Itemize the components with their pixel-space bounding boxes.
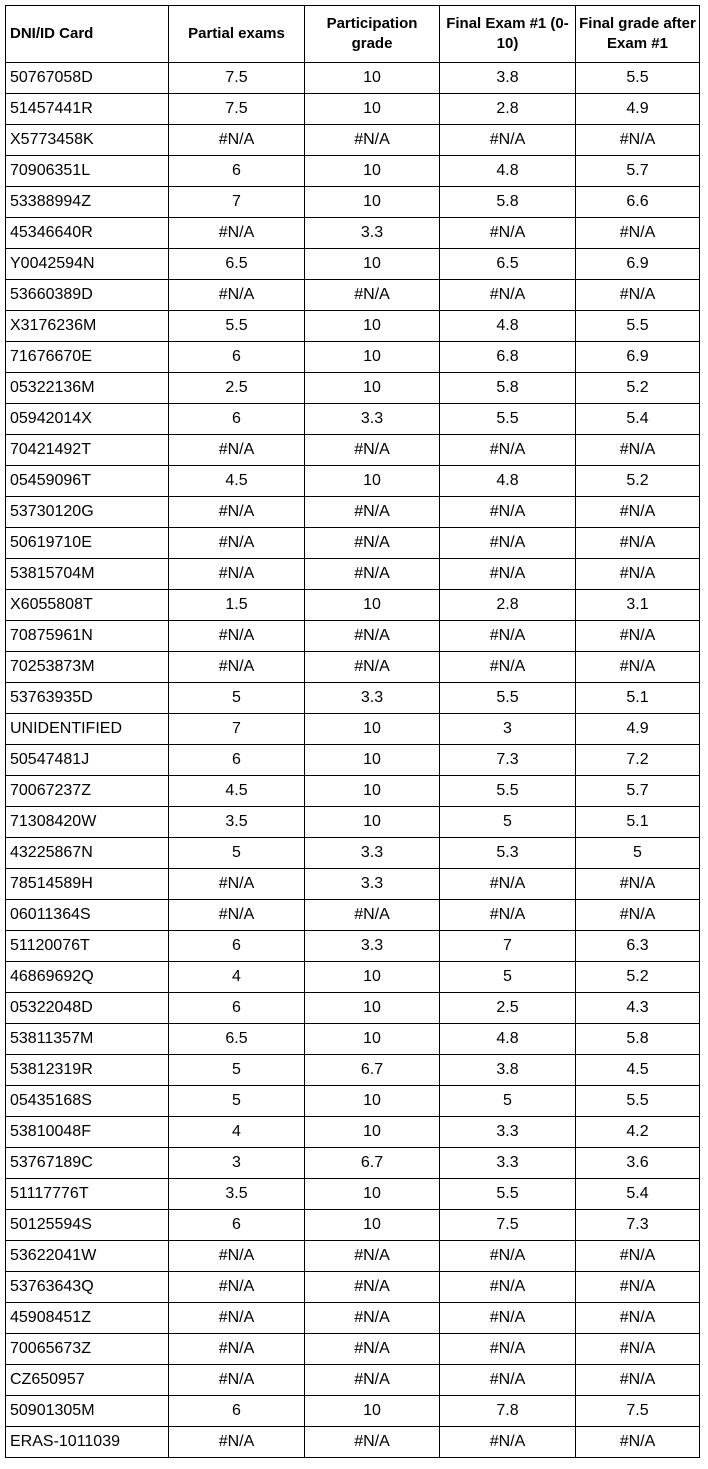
final-grade-cell: 6.3 — [576, 931, 700, 962]
participation-grade-cell: 10 — [305, 1396, 440, 1427]
final-exam-cell: #N/A — [440, 528, 576, 559]
final-exam-cell: 3 — [440, 714, 576, 745]
final-grade-cell: #N/A — [576, 1303, 700, 1334]
final-exam-cell: #N/A — [440, 1334, 576, 1365]
final-exam-cell: 2.5 — [440, 993, 576, 1024]
participation-grade-cell: 10 — [305, 1117, 440, 1148]
partial-exams-cell: 3.5 — [169, 1179, 305, 1210]
final-exam-cell: 4.8 — [440, 466, 576, 497]
partial-exams-cell: #N/A — [169, 125, 305, 156]
partial-exams-cell: 6.5 — [169, 249, 305, 280]
id-card-cell: 50547481J — [6, 745, 169, 776]
table-row — [6, 466, 700, 497]
partial-exams-cell: #N/A — [169, 218, 305, 249]
final-grade-cell: #N/A — [576, 528, 700, 559]
table-row — [6, 962, 700, 993]
participation-grade-cell: 10 — [305, 342, 440, 373]
id-card-cell: 45908451Z — [6, 1303, 169, 1334]
table-row — [6, 1024, 700, 1055]
partial-exams-cell: 3 — [169, 1148, 305, 1179]
partial-exams-cell: 6.5 — [169, 1024, 305, 1055]
id-card-cell: 70421492T — [6, 435, 169, 466]
final-grade-cell: 5.7 — [576, 776, 700, 807]
participation-grade-cell: 10 — [305, 1179, 440, 1210]
table-row — [6, 807, 700, 838]
final-exam-cell: 4.8 — [440, 311, 576, 342]
partial-exams-cell: 6 — [169, 931, 305, 962]
header-final-exam-1-label: Final Exam #1 (0-10) — [446, 15, 569, 52]
table-row — [6, 1396, 700, 1427]
participation-grade-cell: #N/A — [305, 1272, 440, 1303]
partial-exams-cell: 6 — [169, 1210, 305, 1241]
participation-grade-cell: 3.3 — [305, 931, 440, 962]
partial-exams-cell: #N/A — [169, 497, 305, 528]
partial-exams-cell: #N/A — [169, 1427, 305, 1458]
participation-grade-cell: 10 — [305, 94, 440, 125]
final-grade-cell: 6.9 — [576, 342, 700, 373]
header-final-grade-label: Final grade after Exam #1 — [579, 15, 696, 52]
partial-exams-cell: #N/A — [169, 621, 305, 652]
id-card-cell: 53811357M — [6, 1024, 169, 1055]
final-grade-cell: 6.9 — [576, 249, 700, 280]
id-card-cell: 70067237Z — [6, 776, 169, 807]
participation-grade-cell: 10 — [305, 1086, 440, 1117]
participation-grade-cell: 10 — [305, 590, 440, 621]
partial-exams-cell: 6 — [169, 993, 305, 1024]
final-exam-cell: #N/A — [440, 280, 576, 311]
final-exam-cell: 6.5 — [440, 249, 576, 280]
participation-grade-cell: 3.3 — [305, 838, 440, 869]
table-row — [6, 683, 700, 714]
partial-exams-cell: #N/A — [169, 1303, 305, 1334]
grades-table — [5, 5, 700, 1458]
table-row — [6, 125, 700, 156]
participation-grade-cell: 10 — [305, 187, 440, 218]
final-grade-cell: 5.1 — [576, 683, 700, 714]
final-grade-cell: 4.2 — [576, 1117, 700, 1148]
id-card-cell: 53815704M — [6, 559, 169, 590]
final-exam-cell: 4.8 — [440, 156, 576, 187]
id-card-cell: ERAS-1011039 — [6, 1427, 169, 1458]
id-card-cell: 53767189C — [6, 1148, 169, 1179]
final-exam-cell: 5.8 — [440, 187, 576, 218]
id-card-cell: 71676670E — [6, 342, 169, 373]
id-card-cell: 53730120G — [6, 497, 169, 528]
final-exam-cell: #N/A — [440, 497, 576, 528]
final-exam-cell: 2.8 — [440, 94, 576, 125]
final-grade-cell: 4.9 — [576, 714, 700, 745]
table-row — [6, 1427, 700, 1458]
partial-exams-cell: 6 — [169, 156, 305, 187]
participation-grade-cell: #N/A — [305, 1334, 440, 1365]
final-grade-cell: 5.1 — [576, 807, 700, 838]
partial-exams-cell: 7 — [169, 714, 305, 745]
table-row — [6, 156, 700, 187]
final-exam-cell: 5.3 — [440, 838, 576, 869]
final-exam-cell: #N/A — [440, 218, 576, 249]
final-exam-cell: #N/A — [440, 1427, 576, 1458]
final-grade-cell: #N/A — [576, 900, 700, 931]
partial-exams-cell: #N/A — [169, 559, 305, 590]
participation-grade-cell: 10 — [305, 249, 440, 280]
id-card-cell: 05942014X — [6, 404, 169, 435]
final-exam-cell: #N/A — [440, 559, 576, 590]
id-card-cell: 05459096T — [6, 466, 169, 497]
table-row — [6, 280, 700, 311]
participation-grade-cell: 10 — [305, 962, 440, 993]
final-grade-cell: 5.4 — [576, 404, 700, 435]
final-exam-cell: #N/A — [440, 869, 576, 900]
participation-grade-cell: 10 — [305, 807, 440, 838]
final-exam-cell: 7.8 — [440, 1396, 576, 1427]
table-row — [6, 931, 700, 962]
participation-grade-cell: 10 — [305, 311, 440, 342]
table-row — [6, 1148, 700, 1179]
partial-exams-cell: #N/A — [169, 1272, 305, 1303]
table-row — [6, 559, 700, 590]
participation-grade-cell: 3.3 — [305, 683, 440, 714]
participation-grade-cell: #N/A — [305, 125, 440, 156]
grades-table-body — [6, 63, 700, 1458]
partial-exams-cell: #N/A — [169, 900, 305, 931]
final-exam-cell: 7.5 — [440, 1210, 576, 1241]
partial-exams-cell: #N/A — [169, 528, 305, 559]
final-exam-cell: 7 — [440, 931, 576, 962]
header-final-exam-1 — [440, 6, 576, 63]
table-row — [6, 249, 700, 280]
table-row — [6, 1241, 700, 1272]
id-card-cell: 51117776T — [6, 1179, 169, 1210]
participation-grade-cell: 10 — [305, 776, 440, 807]
header-row — [6, 6, 700, 63]
final-grade-cell: 3.1 — [576, 590, 700, 621]
participation-grade-cell: 3.3 — [305, 869, 440, 900]
participation-grade-cell: 6.7 — [305, 1055, 440, 1086]
partial-exams-cell: 5 — [169, 683, 305, 714]
table-row — [6, 1365, 700, 1396]
partial-exams-cell: #N/A — [169, 869, 305, 900]
final-grade-cell: #N/A — [576, 1365, 700, 1396]
final-exam-cell: 2.8 — [440, 590, 576, 621]
final-grade-cell: 5.4 — [576, 1179, 700, 1210]
final-exam-cell: 5.5 — [440, 776, 576, 807]
participation-grade-cell: 3.3 — [305, 404, 440, 435]
table-row — [6, 1334, 700, 1365]
final-exam-cell: #N/A — [440, 621, 576, 652]
table-row — [6, 1210, 700, 1241]
id-card-cell: 51120076T — [6, 931, 169, 962]
final-grade-cell: #N/A — [576, 652, 700, 683]
final-grade-cell: 7.3 — [576, 1210, 700, 1241]
final-exam-cell: 5.5 — [440, 404, 576, 435]
id-card-cell: 46869692Q — [6, 962, 169, 993]
id-card-cell: 06011364S — [6, 900, 169, 931]
partial-exams-cell: 1.5 — [169, 590, 305, 621]
final-exam-cell: 5 — [440, 962, 576, 993]
final-exam-cell: 3.8 — [440, 1055, 576, 1086]
participation-grade-cell: 10 — [305, 466, 440, 497]
header-partial-exams: Partial exams — [169, 6, 305, 63]
partial-exams-cell: 2.5 — [169, 373, 305, 404]
final-exam-cell: #N/A — [440, 435, 576, 466]
table-row — [6, 404, 700, 435]
table-row — [6, 63, 700, 94]
header-participation-grade — [305, 6, 440, 63]
participation-grade-cell: 10 — [305, 63, 440, 94]
partial-exams-cell: 6 — [169, 745, 305, 776]
final-exam-cell: #N/A — [440, 125, 576, 156]
table-row — [6, 869, 700, 900]
table-row — [6, 1272, 700, 1303]
id-card-cell: 53810048F — [6, 1117, 169, 1148]
partial-exams-cell: 5 — [169, 1055, 305, 1086]
partial-exams-cell: #N/A — [169, 435, 305, 466]
final-grade-cell: #N/A — [576, 1272, 700, 1303]
final-grade-cell: 5 — [576, 838, 700, 869]
id-card-cell: X3176236M — [6, 311, 169, 342]
table-row — [6, 652, 700, 683]
id-card-cell: 71308420W — [6, 807, 169, 838]
id-card-cell: 50125594S — [6, 1210, 169, 1241]
final-grade-cell: #N/A — [576, 1241, 700, 1272]
final-exam-cell: #N/A — [440, 652, 576, 683]
final-exam-cell: 5 — [440, 807, 576, 838]
id-card-cell: 70875961N — [6, 621, 169, 652]
id-card-cell: 05435168S — [6, 1086, 169, 1117]
participation-grade-cell: #N/A — [305, 652, 440, 683]
table-row — [6, 900, 700, 931]
final-exam-cell: #N/A — [440, 1241, 576, 1272]
final-grade-cell: #N/A — [576, 1427, 700, 1458]
partial-exams-cell: 4 — [169, 1117, 305, 1148]
final-grade-cell: 7.2 — [576, 745, 700, 776]
partial-exams-cell: 6 — [169, 404, 305, 435]
final-exam-cell: #N/A — [440, 1272, 576, 1303]
final-exam-cell: 5.8 — [440, 373, 576, 404]
id-card-cell: 05322048D — [6, 993, 169, 1024]
partial-exams-cell: #N/A — [169, 1334, 305, 1365]
final-grade-cell: 5.2 — [576, 962, 700, 993]
participation-grade-cell: #N/A — [305, 528, 440, 559]
partial-exams-cell: 4.5 — [169, 466, 305, 497]
table-row — [6, 621, 700, 652]
final-grade-cell: 4.5 — [576, 1055, 700, 1086]
final-grade-cell: #N/A — [576, 1334, 700, 1365]
header-participation-grade-label: Participation grade — [326, 15, 418, 52]
table-row — [6, 373, 700, 404]
final-grade-cell: 5.7 — [576, 156, 700, 187]
participation-grade-cell: #N/A — [305, 900, 440, 931]
partial-exams-cell: 5 — [169, 838, 305, 869]
partial-exams-cell: 7.5 — [169, 94, 305, 125]
partial-exams-cell: 6 — [169, 342, 305, 373]
participation-grade-cell: 3.3 — [305, 218, 440, 249]
final-exam-cell: 5 — [440, 1086, 576, 1117]
partial-exams-cell: 6 — [169, 1396, 305, 1427]
final-grade-cell: #N/A — [576, 621, 700, 652]
partial-exams-cell: #N/A — [169, 652, 305, 683]
final-exam-cell: 7.3 — [440, 745, 576, 776]
id-card-cell: 53660389D — [6, 280, 169, 311]
id-card-cell: 45346640R — [6, 218, 169, 249]
final-exam-cell: #N/A — [440, 1303, 576, 1334]
table-row — [6, 1086, 700, 1117]
participation-grade-cell: #N/A — [305, 621, 440, 652]
table-row — [6, 776, 700, 807]
table-row — [6, 714, 700, 745]
final-grade-cell: #N/A — [576, 280, 700, 311]
final-grade-cell: 6.6 — [576, 187, 700, 218]
id-card-cell: 50767058D — [6, 63, 169, 94]
final-grade-cell: #N/A — [576, 218, 700, 249]
id-card-cell: 53812319R — [6, 1055, 169, 1086]
final-grade-cell: 3.6 — [576, 1148, 700, 1179]
participation-grade-cell: 10 — [305, 714, 440, 745]
id-card-cell: 70065673Z — [6, 1334, 169, 1365]
grades-sheet — [5, 5, 700, 1458]
table-row — [6, 311, 700, 342]
participation-grade-cell: #N/A — [305, 1241, 440, 1272]
final-grade-cell: #N/A — [576, 435, 700, 466]
table-row — [6, 1117, 700, 1148]
participation-grade-cell: 10 — [305, 993, 440, 1024]
final-grade-cell: 5.2 — [576, 466, 700, 497]
table-row — [6, 1303, 700, 1334]
partial-exams-cell: 4 — [169, 962, 305, 993]
participation-grade-cell: #N/A — [305, 1303, 440, 1334]
table-row — [6, 1179, 700, 1210]
final-grade-cell: 5.5 — [576, 1086, 700, 1117]
final-grade-cell: 5.5 — [576, 311, 700, 342]
final-grade-cell: #N/A — [576, 559, 700, 590]
final-exam-cell: 3.3 — [440, 1148, 576, 1179]
id-card-cell: X5773458K — [6, 125, 169, 156]
participation-grade-cell: 6.7 — [305, 1148, 440, 1179]
final-grade-cell: 4.9 — [576, 94, 700, 125]
table-row — [6, 497, 700, 528]
table-row — [6, 94, 700, 125]
final-exam-cell: 4.8 — [440, 1024, 576, 1055]
table-row — [6, 745, 700, 776]
partial-exams-cell: #N/A — [169, 280, 305, 311]
id-card-cell: 05322136M — [6, 373, 169, 404]
participation-grade-cell: #N/A — [305, 1365, 440, 1396]
partial-exams-cell: 5 — [169, 1086, 305, 1117]
final-exam-cell: 6.8 — [440, 342, 576, 373]
final-exam-cell: 3.8 — [440, 63, 576, 94]
table-row — [6, 218, 700, 249]
partial-exams-cell: #N/A — [169, 1365, 305, 1396]
header-id-card: DNI/ID Card — [6, 6, 169, 63]
id-card-cell: 51457441R — [6, 94, 169, 125]
id-card-cell: UNIDENTIFIED — [6, 714, 169, 745]
partial-exams-cell: 7.5 — [169, 63, 305, 94]
header-final-grade — [576, 6, 700, 63]
final-grade-cell: 5.5 — [576, 63, 700, 94]
participation-grade-cell: 10 — [305, 1210, 440, 1241]
id-card-cell: 70906351L — [6, 156, 169, 187]
final-grade-cell: #N/A — [576, 497, 700, 528]
partial-exams-cell: 7 — [169, 187, 305, 218]
participation-grade-cell: #N/A — [305, 559, 440, 590]
final-exam-cell: #N/A — [440, 1365, 576, 1396]
id-card-cell: 50901305M — [6, 1396, 169, 1427]
final-grade-cell: 5.2 — [576, 373, 700, 404]
id-card-cell: 70253873M — [6, 652, 169, 683]
table-row — [6, 993, 700, 1024]
participation-grade-cell: 10 — [305, 745, 440, 776]
final-grade-cell: #N/A — [576, 125, 700, 156]
final-exam-cell: 5.5 — [440, 1179, 576, 1210]
table-row — [6, 1055, 700, 1086]
id-card-cell: 53763643Q — [6, 1272, 169, 1303]
participation-grade-cell: 10 — [305, 373, 440, 404]
id-card-cell: Y0042594N — [6, 249, 169, 280]
partial-exams-cell: 3.5 — [169, 807, 305, 838]
table-row — [6, 187, 700, 218]
table-row — [6, 342, 700, 373]
id-card-cell: 53622041W — [6, 1241, 169, 1272]
table-row — [6, 590, 700, 621]
participation-grade-cell: #N/A — [305, 497, 440, 528]
table-row — [6, 838, 700, 869]
id-card-cell: 53763935D — [6, 683, 169, 714]
id-card-cell: 43225867N — [6, 838, 169, 869]
partial-exams-cell: #N/A — [169, 1241, 305, 1272]
table-row — [6, 528, 700, 559]
partial-exams-cell: 5.5 — [169, 311, 305, 342]
final-grade-cell: 5.8 — [576, 1024, 700, 1055]
participation-grade-cell: #N/A — [305, 435, 440, 466]
final-exam-cell: #N/A — [440, 900, 576, 931]
participation-grade-cell: #N/A — [305, 280, 440, 311]
participation-grade-cell: 10 — [305, 156, 440, 187]
id-card-cell: CZ650957 — [6, 1365, 169, 1396]
final-grade-cell: 4.3 — [576, 993, 700, 1024]
id-card-cell: 53388994Z — [6, 187, 169, 218]
id-card-cell: 78514589H — [6, 869, 169, 900]
table-row — [6, 435, 700, 466]
final-grade-cell: 7.5 — [576, 1396, 700, 1427]
id-card-cell: 50619710E — [6, 528, 169, 559]
partial-exams-cell: 4.5 — [169, 776, 305, 807]
participation-grade-cell: 10 — [305, 1024, 440, 1055]
final-grade-cell: #N/A — [576, 869, 700, 900]
final-exam-cell: 5.5 — [440, 683, 576, 714]
final-exam-cell: 3.3 — [440, 1117, 576, 1148]
participation-grade-cell: #N/A — [305, 1427, 440, 1458]
id-card-cell: X6055808T — [6, 590, 169, 621]
